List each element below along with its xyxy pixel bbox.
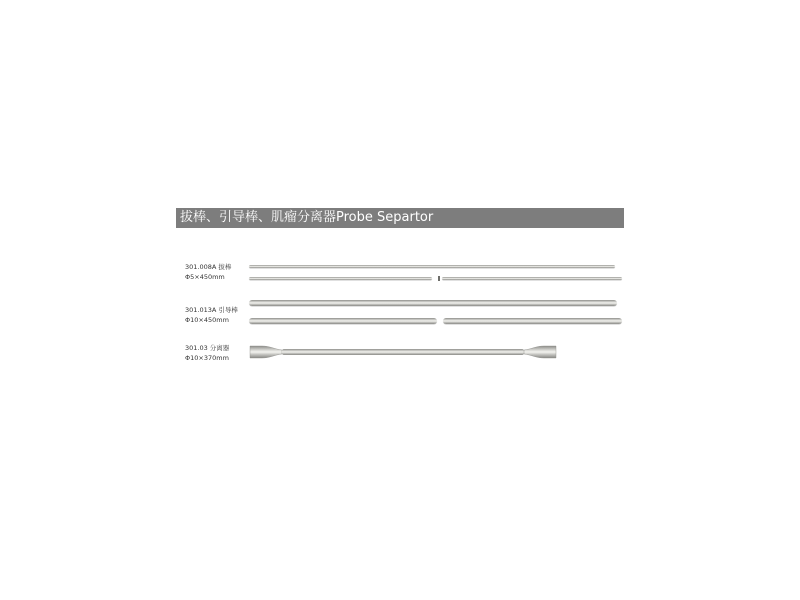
product-code-name: 301.03 分离器 xyxy=(185,344,230,352)
separator-instrument-image xyxy=(248,342,558,362)
probe-rod-segment-right-image xyxy=(442,277,622,280)
product-code-name: 301.013A 引导棒 xyxy=(185,306,238,314)
guide-rod-full-image xyxy=(249,300,617,306)
product-size: Φ10×370mm xyxy=(185,354,229,362)
product-size: Φ10×450mm xyxy=(185,316,229,324)
probe-rod-segment-left-image xyxy=(249,277,432,280)
catalog-section-title: 拔棒、引导棒、肌瘤分离器Probe Separtor xyxy=(176,208,624,228)
guide-rod-segment-right-image xyxy=(443,318,622,324)
guide-rod-segment-left-image xyxy=(249,318,437,324)
product-code-name: 301.008A 拔棒 xyxy=(185,263,232,271)
probe-tip-image xyxy=(438,276,440,281)
product-size: Φ5×450mm xyxy=(185,273,225,281)
probe-rod-full-image xyxy=(249,265,615,268)
